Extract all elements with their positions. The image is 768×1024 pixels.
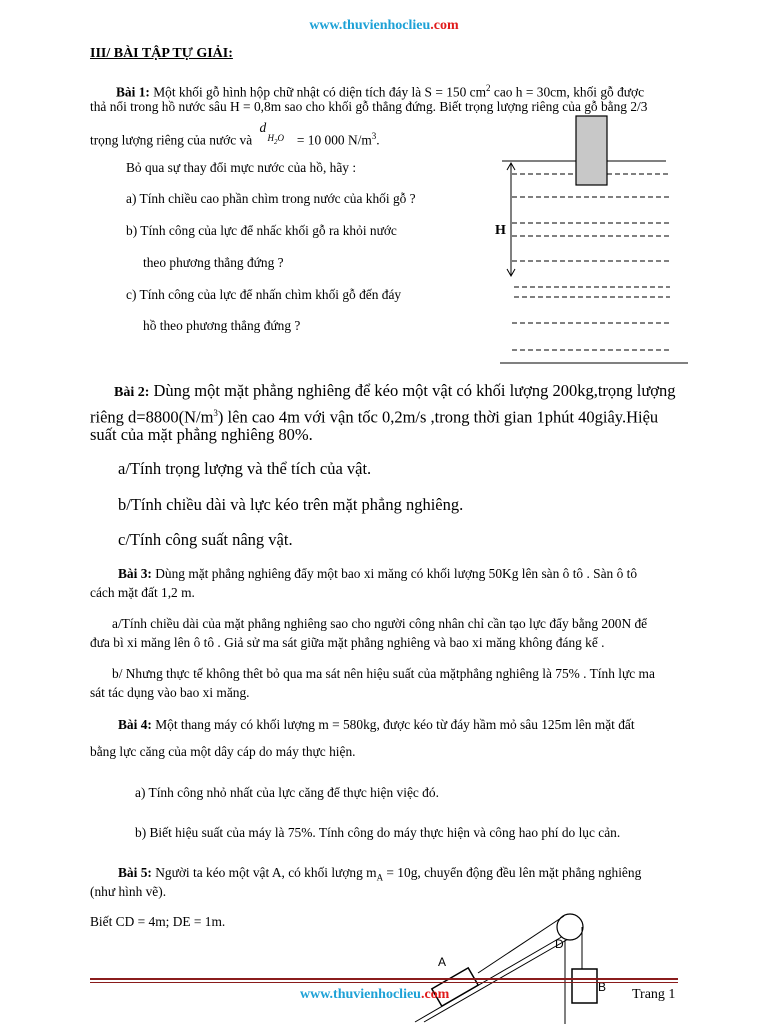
svg-text:A: A bbox=[438, 955, 447, 969]
bai4-line2: bằng lực căng của một dây cáp do máy thực hiện. bbox=[90, 744, 356, 759]
footer-rule-thick bbox=[90, 978, 678, 980]
wood-block bbox=[576, 116, 607, 185]
bai4-line1: Bài 4: Một thang máy có khối lượng m = 580kg, được kéo từ đáy hầm mỏ sâu 125m lên mặt đất bbox=[118, 717, 635, 732]
section-title: III/ BÀI TẬP TỰ GIẢI: bbox=[90, 46, 233, 61]
bai3-question-b1: b/ Nhưng thực tế không thêt bỏ qua ma sát nên hiệu suất của mặtphẳng nghiêng là 75% . Tính lực ma bbox=[112, 666, 655, 681]
bai1-question-c1: c) Tính công của lực để nhấn chìm khối gỗ đến đáy bbox=[126, 287, 402, 302]
block-b bbox=[572, 969, 597, 1003]
bai1-line3: trọng lượng riêng của nước và d $H_2O$ = 10 000 $N/m^3$. bbox=[90, 120, 380, 148]
header-url[interactable]: www.thuvienhoclieu.com bbox=[309, 18, 459, 33]
bai3-question-a1: a/Tính chiều dài của mặt phẳng nghiêng sao cho người công nhân chỉ cần tạo lực đẩy bằng 200N để bbox=[112, 616, 648, 631]
bai3-question-b2: sát tác dụng vào bao xi măng. bbox=[90, 685, 250, 700]
bai1-line2: thả nổi trong hồ nước sâu H = 0,8m sao cho khối gỗ thẳng đứng. Biết trọng lượng riêng của gỗ bằng 2/3 bbox=[90, 99, 648, 114]
bai1-question-b2: theo phương thẳng đứng ? bbox=[143, 255, 284, 270]
bai2-question-b: b/Tính chiều dài và lực kéo trên mặt phẳng nghiêng. bbox=[118, 495, 464, 514]
bai1-question-b1: b) Tính công của lực để nhấc khối gỗ ra khỏi nước bbox=[126, 223, 397, 238]
bai3-line1: Bài 3: Dùng mặt phẳng nghiêng đẩy một bao xi măng có khối lượng 50Kg lên sàn ô tô . Sàn ô tô bbox=[118, 566, 638, 581]
bai3-question-a2: đưa bì xi măng lên ô tô . Giả sử ma sát giữa mặt phẳng nghiêng và bao xi măng không đáng kể . bbox=[90, 635, 605, 650]
footer-url[interactable]: www.thuvienhoclieu.com bbox=[300, 987, 450, 1002]
bai5-line2: (như hình vẽ). bbox=[90, 884, 167, 899]
bai1-line1: Bài 1: Một khối gỗ hình hộp chữ nhật có diện tích đáy là S = 150 $cm^2$ cao h = 30cm, khối gỗ được bbox=[116, 83, 645, 100]
bai2-question-c: c/Tính công suất nâng vật. bbox=[118, 530, 293, 549]
bai4-question-a: a) Tính công nhỏ nhất của lực căng để thực hiện việc đó. bbox=[135, 785, 439, 800]
bai1-question-c2: hồ theo phương thẳng đứng ? bbox=[143, 318, 301, 333]
bai2-line3: suất của mặt phẳng nghiêng 80%. bbox=[90, 425, 313, 444]
bai5-line1: Bài 5: Người ta kéo một vật A, có khối lượng $m_A = 10g$, chuyển động đều lên mặt phẳng nghiêng bbox=[118, 865, 642, 883]
bai1-question-a: a) Tính chiều cao phần chìm trong nước của khối gỗ ? bbox=[126, 191, 416, 206]
rope bbox=[478, 916, 564, 973]
bai1-intro: Bỏ qua sự thay đổi mực nước của hồ, hãy : bbox=[126, 160, 357, 175]
bai5-line3: Biết CD = 4m; DE = 1m. bbox=[90, 914, 226, 929]
bai3-line2: cách mặt đất 1,2 m. bbox=[90, 585, 195, 600]
depth-label: H bbox=[495, 223, 506, 238]
svg-text:D: D bbox=[555, 937, 564, 951]
page-number: Trang 1 bbox=[632, 987, 676, 1002]
footer-rule-thin bbox=[90, 982, 678, 983]
bai2-line2: riêng $d=8800(N/m^3)$ lên cao 4m với vận tốc 0,2m/s ,trong thời gian 1phút 40giây.Hiệu bbox=[90, 407, 659, 427]
bai2-question-a: a/Tính trọng lượng và thể tích của vật. bbox=[118, 459, 372, 478]
svg-text:B: B bbox=[598, 980, 607, 994]
bai4-question-b: b) Biết hiệu suất của máy là 75%. Tính công do máy thực hiện và công hao phí do lục cản. bbox=[135, 825, 621, 840]
bai2-line1: Bài 2: Dùng một mặt phẳng nghiêng để kéo một vật có khối lượng 200kg,trọng lượng bbox=[114, 381, 676, 400]
incline-figure bbox=[400, 905, 620, 1024]
lake-figure bbox=[490, 110, 690, 368]
